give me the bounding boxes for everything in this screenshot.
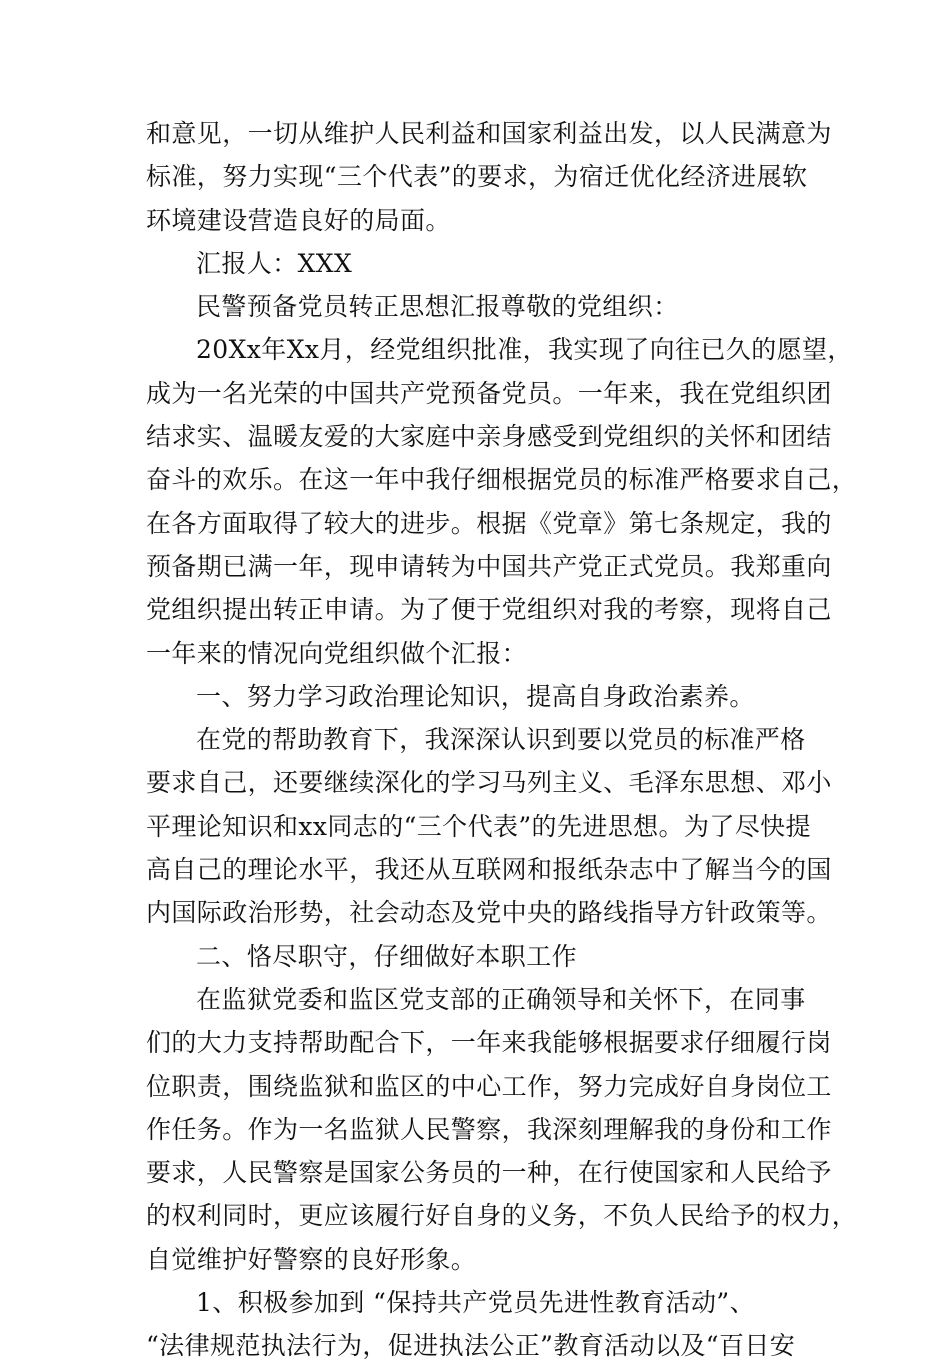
text-line: 的权利同时，更应该履行好自身的义务，不负人民给予的权力， bbox=[146, 1201, 858, 1231]
text-line: 作任务。作为一名监狱人民警察，我深刻理解我的身份和工作 bbox=[146, 1114, 832, 1144]
text-line: 预备期已满一年，现申请转为中国共产党正式党员。我郑重向 bbox=[146, 551, 832, 581]
text-line: “法律规范执法行为，促进执法公正”教育活动以及“百日安 bbox=[146, 1331, 796, 1361]
text-line: 民警预备党员转正思想汇报尊敬的党组织： bbox=[196, 292, 679, 322]
document-body bbox=[146, 112, 858, 1368]
text-line: 一、努力学习政治理论知识，提高自身政治素养。 bbox=[196, 681, 755, 711]
text-line: 环境建设营造良好的局面。 bbox=[146, 205, 451, 235]
text-line: 在党的帮助教育下，我深深认识到要以党员的标准严格 bbox=[196, 725, 806, 755]
text-line: 自觉维护好警察的良好形象。 bbox=[146, 1244, 477, 1274]
text-line: 要求自己，还要继续深化的学习马列主义、毛泽东思想、邓小 bbox=[146, 768, 832, 798]
text-line: 和意见，一切从维护人民利益和国家利益出发，以人民满意为 bbox=[146, 119, 832, 148]
text-line: 党组织提出转正申请。为了便于党组织对我的考察，现将自己 bbox=[146, 595, 832, 625]
text-line: 汇报人：XXX bbox=[196, 248, 353, 278]
text-line: 奋斗的欢乐。在这一年中我仔细根据党员的标准严格要求自己， bbox=[146, 465, 858, 495]
text-line: 标准，努力实现“三个代表”的要求，为宿迁优化经济进展软 bbox=[146, 162, 808, 192]
text-line: 二、恪尽职守，仔细做好本职工作 bbox=[196, 941, 578, 971]
text-line: 成为一名光荣的中国共产党预备党员。一年来，我在党组织团 bbox=[146, 378, 832, 408]
text-line: 平理论知识和xx同志的“三个代表”的先进思想。为了尽快提 bbox=[146, 811, 811, 841]
text-line: 20Xx年Xx月，经党组织批准，我实现了向往已久的愿望， bbox=[196, 335, 853, 365]
text-line: 在监狱党委和监区党支部的正确领导和关怀下，在同事 bbox=[196, 984, 806, 1014]
text-line: 要求，人民警察是国家公务员的一种，在行使国家和人民给予 bbox=[146, 1158, 832, 1188]
text-line: 内国际政治形势，社会动态及党中央的路线指导方针政策等。 bbox=[146, 898, 832, 928]
text-line: 高自己的理论水平，我还从互联网和报纸杂志中了解当今的国 bbox=[146, 855, 832, 885]
text-line: 在各方面取得了较大的进步。根据《党章》第七条规定，我的 bbox=[146, 508, 832, 538]
text-line: 1、积极参加到 “保持共产党员先进性教育活动”、 bbox=[196, 1288, 756, 1318]
text-line: 们的大力支持帮助配合下，一年来我能够根据要求仔细履行岗 bbox=[146, 1028, 832, 1058]
text-line: 位职责，围绕监狱和监区的中心工作，努力完成好自身岗位工 bbox=[146, 1071, 832, 1101]
text-line: 结求实、温暖友爱的大家庭中亲身感受到党组织的关怀和团结 bbox=[146, 422, 832, 452]
text-line: 一年来的情况向党组织做个汇报： bbox=[146, 638, 528, 668]
